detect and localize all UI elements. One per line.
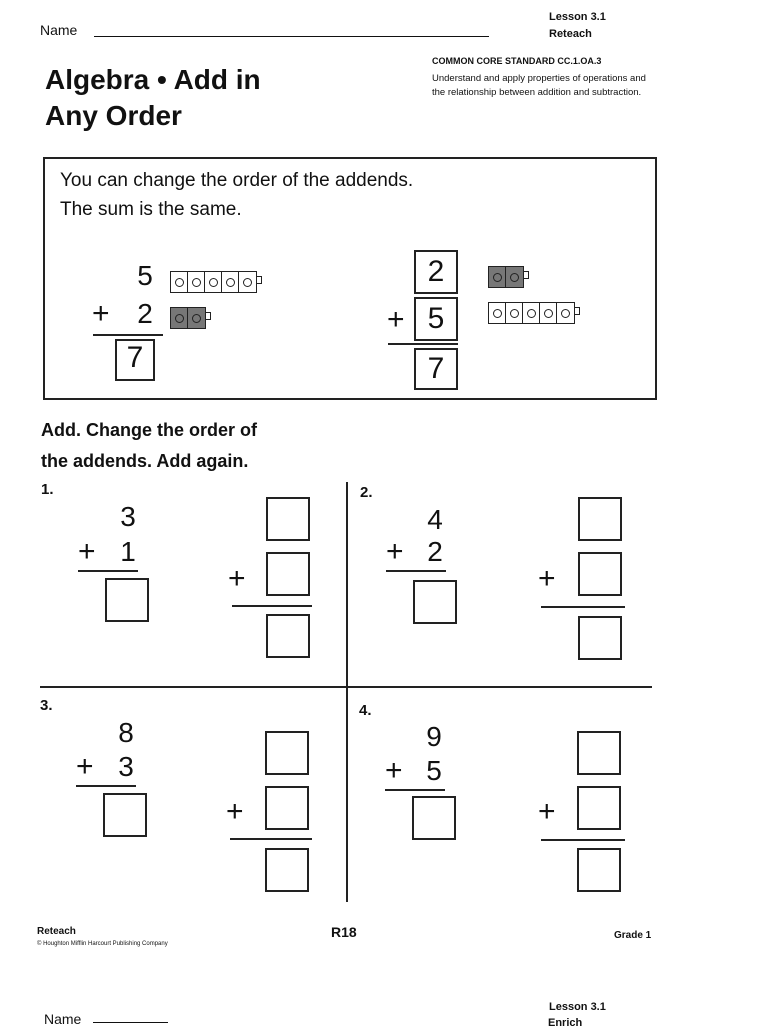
cube-train-five-icon-right bbox=[488, 302, 580, 324]
problem-4-plus: + bbox=[385, 754, 403, 787]
example-left-top-addend: 5 bbox=[137, 260, 153, 291]
example-right-plus: + bbox=[387, 303, 405, 336]
grid-vertical-divider bbox=[346, 482, 348, 902]
lesson-type: Reteach bbox=[549, 28, 592, 40]
problem-1-plus: + bbox=[78, 535, 96, 568]
problem-3-bottom-addend: 3 bbox=[118, 751, 134, 782]
problem-1-number: 1. bbox=[41, 481, 54, 498]
problem-2-number: 2. bbox=[360, 484, 373, 501]
problem-2-sum-line bbox=[386, 570, 446, 572]
problem-3-sum-line bbox=[76, 785, 136, 787]
problem-3-swap-top-box[interactable] bbox=[265, 731, 309, 775]
problem-2-top-addend: 4 bbox=[427, 504, 443, 535]
problem-2-swap-sum-line bbox=[541, 606, 625, 608]
example-right-sum-box bbox=[414, 348, 458, 390]
problem-2-plus: + bbox=[386, 535, 404, 568]
problem-4-sum-line bbox=[385, 789, 445, 791]
problem-1-swap-sum-line bbox=[232, 605, 312, 607]
example-right-sum: 7 bbox=[427, 352, 445, 385]
problem-2-swap-top-box[interactable] bbox=[578, 497, 622, 541]
example-left-sum-line bbox=[93, 334, 163, 336]
page-number: R18 bbox=[331, 924, 357, 940]
lesson-number: Lesson 3.1 bbox=[549, 11, 606, 23]
problem-1-top-addend: 3 bbox=[120, 501, 136, 532]
page-title-line1: Algebra • Add in bbox=[45, 64, 261, 95]
next-lesson-type: Enrich bbox=[548, 1017, 583, 1029]
problem-3-swap-plus: + bbox=[226, 795, 244, 828]
problem-2-bottom-addend: 2 bbox=[427, 536, 443, 567]
problem-4-swap-top-box[interactable] bbox=[577, 731, 621, 775]
example-line2: The sum is the same. bbox=[60, 199, 242, 220]
problem-1-bottom-addend: 1 bbox=[120, 536, 136, 567]
problem-1-swap-top-box[interactable] bbox=[266, 497, 310, 541]
problem-4-swap-sum-line bbox=[541, 839, 625, 841]
grid-horizontal-divider bbox=[40, 686, 652, 688]
problem-2-swap-plus: + bbox=[538, 562, 556, 595]
problem-4-swap-plus: + bbox=[538, 795, 556, 828]
problem-1-swap-plus: + bbox=[228, 562, 246, 595]
example-left-bottom-addend: 2 bbox=[137, 298, 153, 329]
name-label: Name bbox=[40, 22, 78, 38]
next-lesson-number: Lesson 3.1 bbox=[549, 1001, 606, 1013]
problem-2-swap-sum-box[interactable] bbox=[578, 616, 622, 660]
problem-2-sum-box[interactable] bbox=[413, 580, 457, 624]
problem-3-top-addend: 8 bbox=[118, 717, 134, 748]
example-left-sum: 7 bbox=[126, 341, 144, 374]
problem-4-number: 4. bbox=[359, 702, 372, 719]
page-title-line2: Any Order bbox=[45, 100, 182, 131]
example-left-sum-box bbox=[115, 339, 155, 381]
problem-3-number: 3. bbox=[40, 697, 53, 714]
problem-4-sum-box[interactable] bbox=[412, 796, 456, 840]
standard-title: COMMON CORE STANDARD CC.1.OA.3 bbox=[432, 56, 602, 66]
instructions-line1: Add. Change the order of bbox=[41, 420, 257, 440]
problem-3-swap-sum-line bbox=[230, 838, 312, 840]
problem-4-top-addend: 9 bbox=[426, 721, 442, 752]
next-name-input-line[interactable] bbox=[93, 1022, 168, 1023]
problem-1-sum-line bbox=[78, 570, 138, 572]
example-right-top-box bbox=[414, 250, 458, 294]
next-name-label: Name bbox=[44, 1011, 82, 1027]
cube-train-two-icon bbox=[170, 307, 211, 329]
problem-3-plus: + bbox=[76, 750, 94, 783]
problem-1-swap-bottom-box[interactable] bbox=[266, 552, 310, 596]
example-right-top-addend: 2 bbox=[427, 255, 445, 288]
problem-3-swap-bottom-box[interactable] bbox=[265, 786, 309, 830]
problem-4-swap-bottom-box[interactable] bbox=[577, 786, 621, 830]
standard-description: Understand and apply properties of operations and the relationship between addition and subtraction. bbox=[432, 73, 646, 98]
example-right-bottom-addend: 5 bbox=[427, 302, 445, 335]
problem-3-swap-sum-box[interactable] bbox=[265, 848, 309, 892]
cube-train-five-icon bbox=[170, 271, 262, 293]
problem-3-sum-box[interactable] bbox=[103, 793, 147, 837]
problem-4-swap-sum-box[interactable] bbox=[577, 848, 621, 892]
example-box bbox=[43, 157, 657, 400]
example-right-sum-line bbox=[388, 343, 458, 345]
footer-copyright: © Houghton Mifflin Harcourt Publishing Company bbox=[37, 941, 168, 947]
problem-1-swap-sum-box[interactable] bbox=[266, 614, 310, 658]
footer-grade: Grade 1 bbox=[614, 930, 652, 941]
problem-4-bottom-addend: 5 bbox=[426, 755, 442, 786]
example-left-plus: + bbox=[92, 297, 110, 330]
example-line1: You can change the order of the addends. bbox=[60, 170, 414, 191]
problem-1-sum-box[interactable] bbox=[105, 578, 149, 622]
problem-2-swap-bottom-box[interactable] bbox=[578, 552, 622, 596]
name-input-line[interactable] bbox=[94, 36, 489, 37]
cube-train-two-icon-right bbox=[488, 266, 529, 288]
instructions-line2: the addends. Add again. bbox=[41, 451, 249, 471]
footer-label: Reteach bbox=[37, 926, 76, 937]
example-right-bottom-box bbox=[414, 297, 458, 341]
